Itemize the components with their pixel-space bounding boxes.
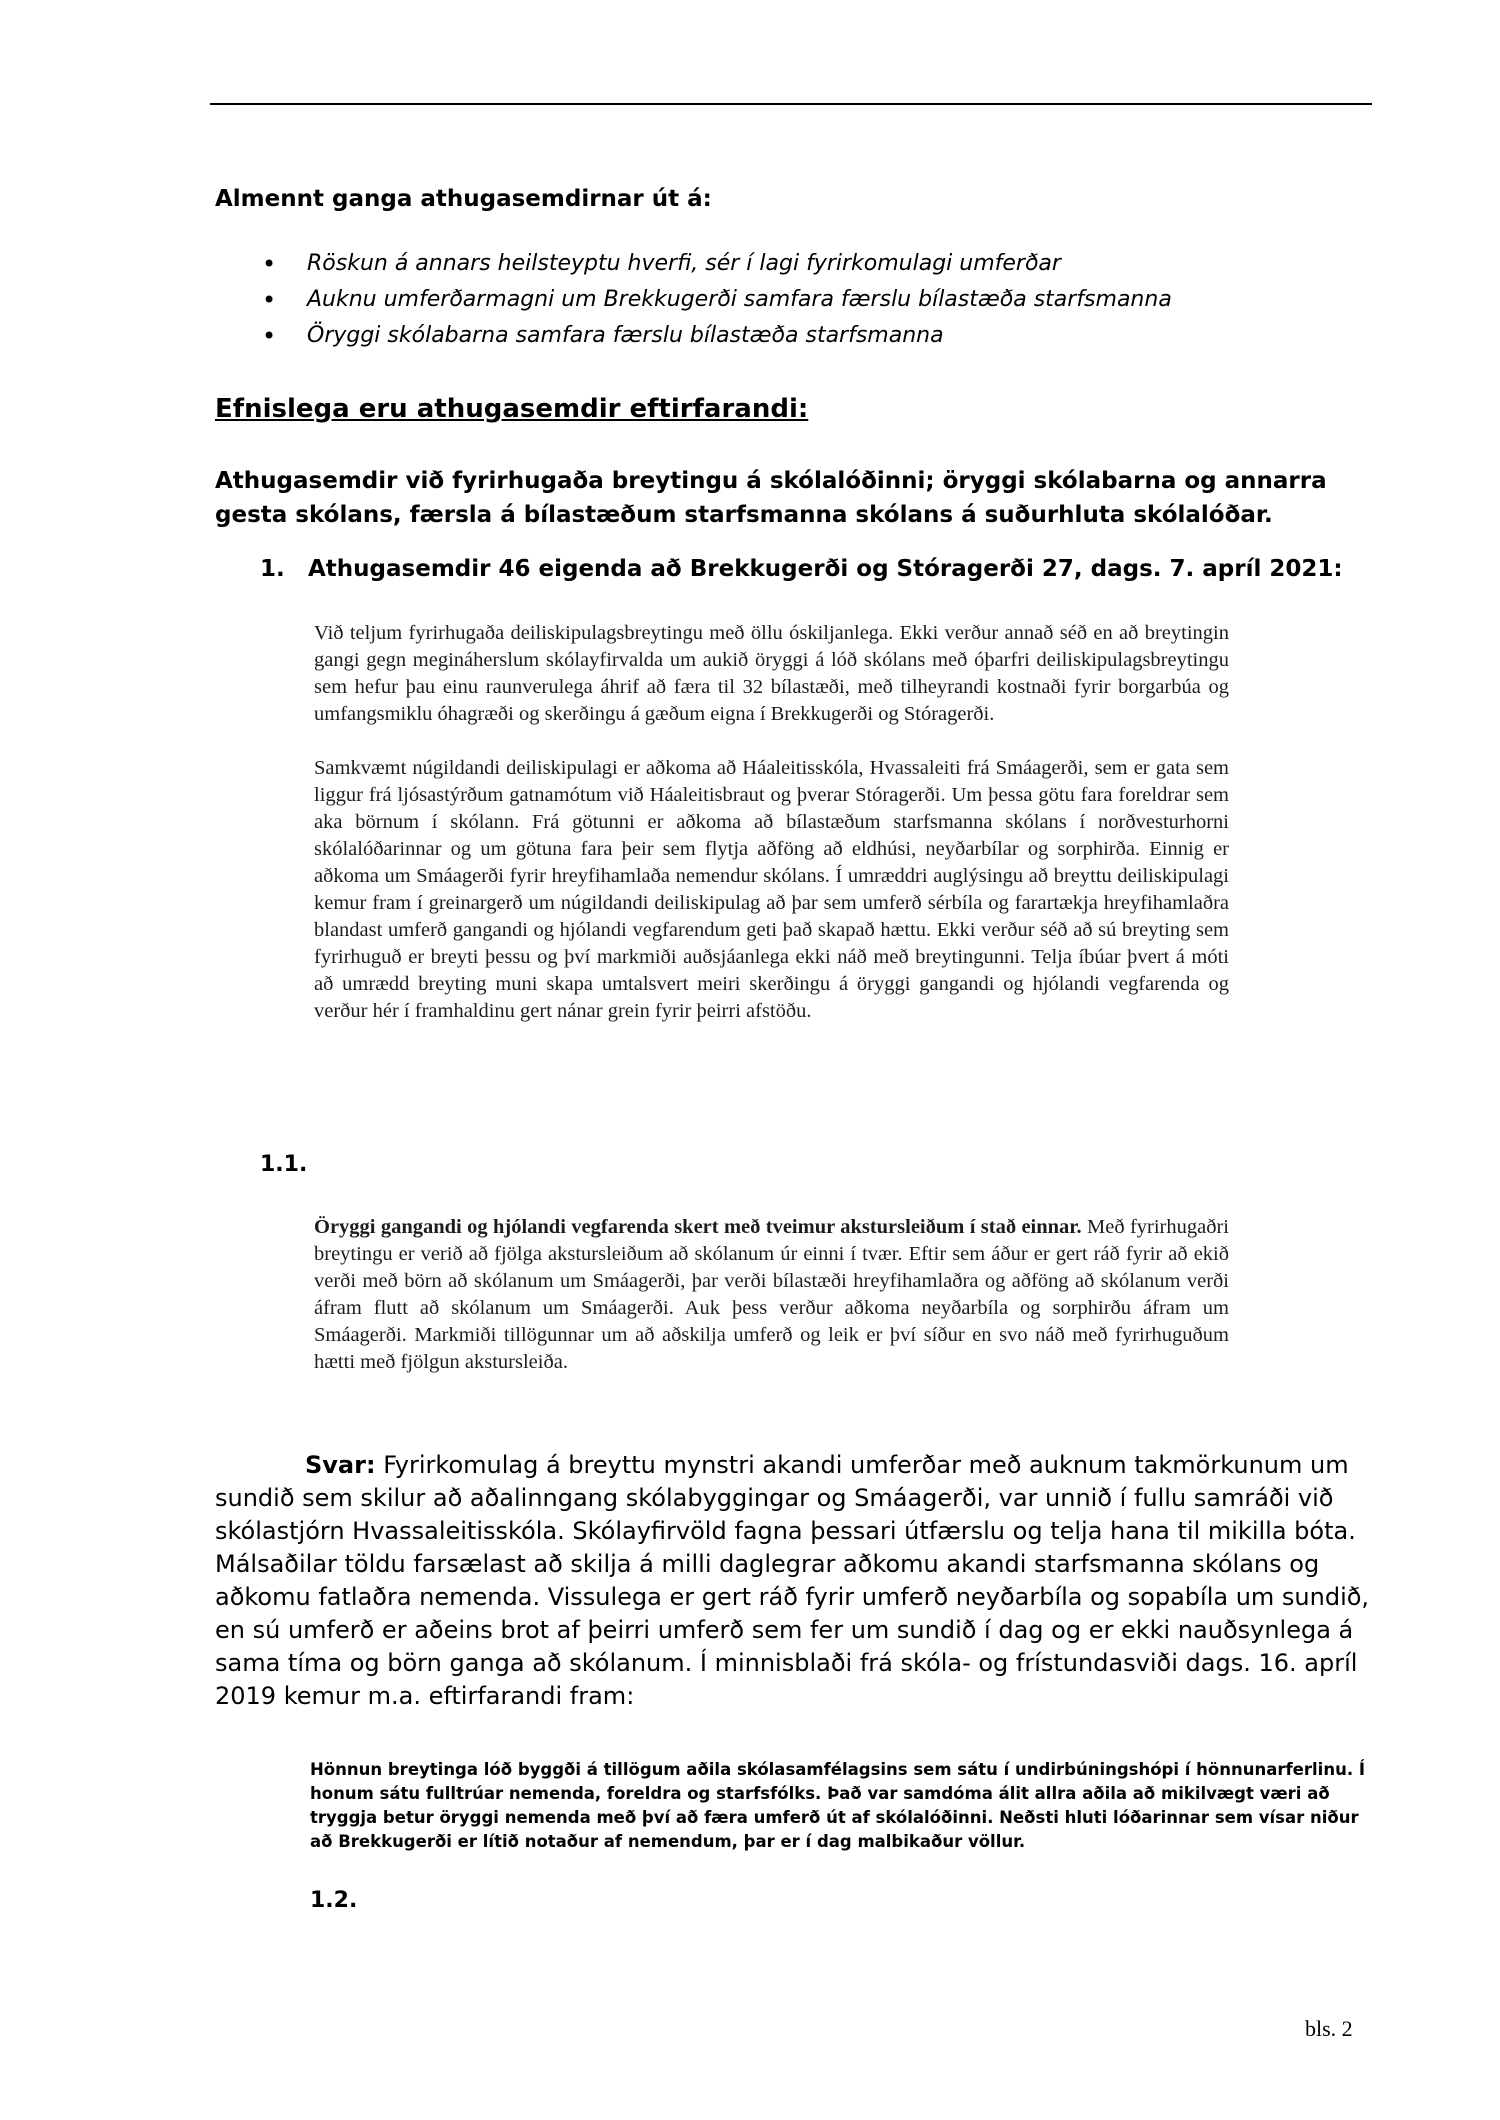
memo-quote: Hönnun breytinga lóð byggði á tillögum aðila skólasamfélagsins sem sátu í undirbúningshópi í hönnunarferlinu. Í honum sátu fulltrúar nemenda, foreldra og starfsfólks. Það var samdóma álit allra aðila að mikilvægt væri að tryggja betur öryggi nemenda með því að færa umferð út af skólalóðinni. Neðsti hluti lóðarinnar sem vísar niður að Brekkugerði er lítið notaður af nemendum, þar er í dag malbikaður völlur. [310, 1760, 1365, 1851]
scanned-excerpt-2 [314, 1214, 1229, 1403]
list-item: • Röskun á annars heilsteyptu hverfi, sér í lagi fyrirkomulagi umferðar [262, 246, 1172, 282]
section-label-1-1: 1.1. [260, 1152, 308, 1177]
numbered-item [260, 556, 1343, 582]
section-label-1-2: 1.2. [310, 1888, 358, 1913]
answer-text: Fyrirkomulag á breyttu mynstri akandi umferðar með auknum takmörkunum um sundið sem skilur að aðalinngang skólabyggingar og Smáagerði, var unnið í fullu samráði við skólastjórn Hvassaleitisskóla. Skólayfirvöld fagna þessari útfærslu og telja hana til mikilla bóta. Málsaðilar töldu farsælast að skilja á milli daglegrar aðkomu akandi starfsmanna skólans og aðkomu fatlaðra nemenda. Vissulega er gert ráð fyrir umferð neyðarbíla og sopabíla um sundið, en sú umferð er aðeins brot af þeirri umferð sem fer um sundið í dag og er ekki nauðsynlega á sama tíma og börn ganga að skólanum. Í minnisblaði frá skóla- og frístundasviði dags. 16. apríl 2019 kemur m.a. eftirfarandi fram: [215, 1451, 1370, 1710]
item-text: Athugasemdir 46 eigenda að Brekkugerði og Stóragerði 27, dags. 7. apríl 2021: [308, 556, 1343, 582]
page-number: bls. 2 [1305, 2016, 1353, 2041]
list-item: • Auknu umferðarmagni um Brekkugerði samfara færslu bílastæða starfsmanna [262, 282, 1172, 318]
answer-label: Svar: [305, 1451, 376, 1479]
answer-paragraph [215, 1449, 1375, 1713]
header-rule [210, 103, 1372, 105]
excerpt-lead: Öryggi gangandi og hjólandi vegfarenda skert með tveimur akstursleiðum í stað einnar. [314, 1216, 1082, 1238]
list-item: • Öryggi skólabarna samfara færslu bílastæða starfsmanna [262, 318, 1172, 354]
section-title: Efnislega eru athugasemdir eftirfarandi: [215, 394, 809, 424]
excerpt-paragraph [314, 1214, 1229, 1376]
excerpt-paragraph: Samkvæmt núgildandi deiliskipulagi er aðkoma að Háaleitisskóla, Hvassaleiti frá Smáagerði, sem er gata sem liggur frá ljósastýrðum gatnamótum við Háaleitisbraut og þverar Stóragerði. Um þessa götu fara foreldrar sem aka börnum í skólann. Frá götunni er aðkoma að bílastæðum starfsmanna skólans í norðvesturhorni skólalóðarinnar og um götuna fara þeir sem flytja aðföng að eldhúsi, neyðarbílar og sorphirða. Einnig er aðkoma um Smáagerði fyrir hreyfihamlaða nemendur skólans. Í umræddri auglýsingu að breyttu deiliskipulagi kemur fram í greinargerð um núgildandi deiliskipulag að þar sem umferð sérbíla og farartækja hreyfihamlaðra blandast umferð gangandi og hjólandi vegfarendum geti það skapað hættu. Ekki verður séð að sú breyting sem fyrirhuguð er breyti þessu og því markmiði auðsjáanlega ekki náð með breytingunni. Telja íbúar þvert á móti að umrædd breyting muni skapa umtalsvert meiri skerðingu á öryggi gangandi og hjólandi vegfarenda og verður hér í framhaldinu gert nánar grein fyrir þeirri afstöðu. [314, 757, 1229, 1022]
scanned-excerpt-1 [314, 620, 1229, 1052]
subheading: Athugasemdir við fyrirhugaða breytingu á skólalóðinni; öryggi skólabarna og annarra gesta skólans, færsla á bílastæðum starfsmanna skólans á suðurhluta skólalóðar. [215, 468, 1327, 528]
intro-heading: Almennt ganga athugasemdirnar út á: [215, 186, 712, 212]
concerns-list [262, 246, 1172, 354]
item-number: 1. [260, 556, 285, 582]
excerpt-paragraph: Við teljum fyrirhugaða deiliskipulagsbreytingu með öllu óskiljanlega. Ekki verður annað séð en að breytingin gangi gegn megináherslum skólayfirvalda um aukið öryggi á lóð skólans með óþarfri deiliskipulagsbreytingu sem hefur þau einu raunverulega áhrif að færa til 32 bílastæði, með tilheyrandi kostnaði fyrir borgarbúa og umfangsmiklu óhagræði og skerðingu á gæðum eigna í Brekkugerði og Stóragerði. [314, 622, 1229, 725]
excerpt-body: Með fyrirhugaðri breytingu er verið að fjölga akstursleiðum að skólanum úr einni í tvær. Eftir sem áður er gert ráð fyrir að ekið verði með börn að skólanum um Smáagerði, þar verði bílastæði hreyfihamlaðra og aðföng að skólanum verði áfram flutt að skólanum um Smáagerði. Auk þess verður aðkoma neyðarbíla og sorphirðu áfram um Smáagerði. Markmiði tillögunnar um að aðskilja umferð og leik er því síður en svo náð með fyrirhuguðum hætti með fjölgun akstursleiða. [314, 1216, 1230, 1373]
